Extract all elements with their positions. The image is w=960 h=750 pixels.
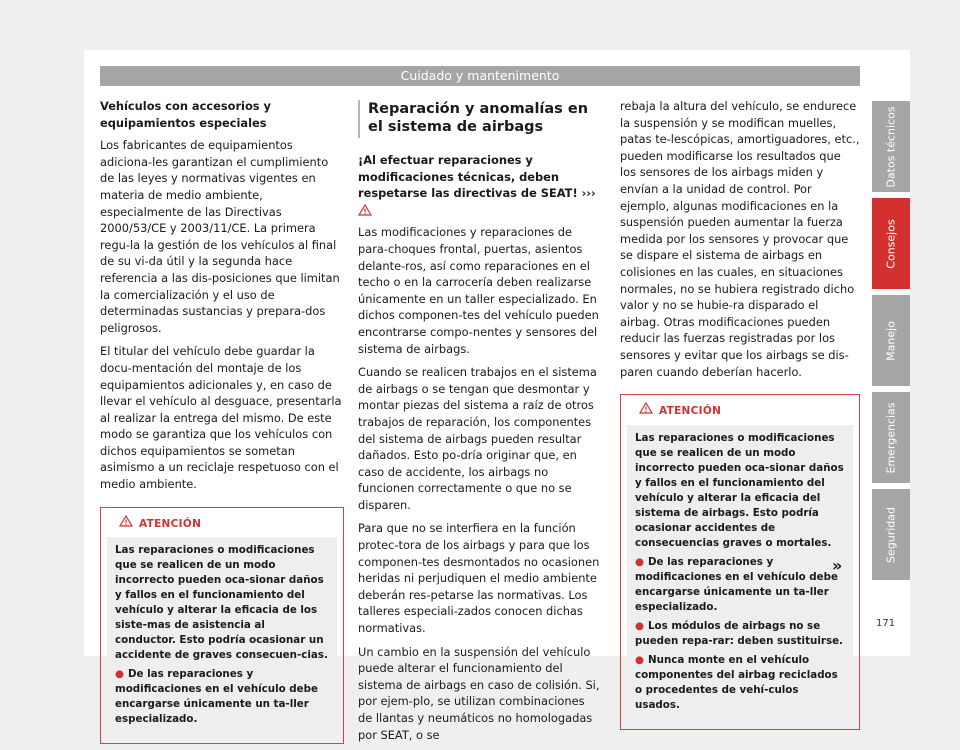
warning-bullet [635,619,845,649]
tab-label: Emergencias [884,401,898,474]
column-right [620,98,860,730]
warning-triangle-icon [639,402,653,414]
warning-bullet [115,667,329,727]
bullet-icon: ● [635,619,644,632]
paragraph: rebaja la altura del vehículo, se endurece la suspensión y se modifican muelles, patas te-lescópicas, amortiguadores, etc., pueden modificarse los resultados que los sensores de los airbags miden y envían a la unidad de control. Por ejemplo, algunas modificaciones en la suspensión pueden aumentar la fuerza medida por los sensores y provocar que se dispare el sistema de airbags en colisiones en las cuales, en situaciones normales, no se hubiera registrado dicho valor y no se hubie-ra disparado el airbag. Otras modificaciones pueden reducir las fuerzas registradas por los sensores y evitar que los airbags se dis-paren cuando deberían hacerlo. [620,99,860,379]
tab-label: Seguridad [884,506,898,563]
chapter-tabs [872,101,910,586]
continue-arrow-icon: » [832,556,843,575]
warning-bullet-text: Los módulos de airbags no se pueden repa-rar: deben sustituirse. [635,619,843,647]
warning-header [101,508,343,538]
paragraph: Un cambio en la suspensión del vehículo puede alterar el funcionamiento del sistema de airbags en caso de colisión. Si, por ejem-plo, se utilizan combinaciones de llantas y neumáticos no homologadas por SEAT, o se [358,644,600,742]
warning-triangle-icon [119,515,133,527]
bullet-icon: ● [115,668,124,681]
warning-box [100,507,344,745]
paragraph: Las modificaciones y reparaciones de para-choques frontal, puertas, asientos delante-ros, así como reparaciones en el techo o en la carrocería deben realizarse únicamente en un taller especializado. En dichos componen-tes del vehículo pueden encontrarse compo-nentes y sensores del sistema de airbags. [358,225,599,356]
tab-emergencias[interactable] [872,392,910,483]
warning-bullet [635,653,845,713]
chapter-header: Cuidado y mantenimento [100,66,860,86]
warning-body [107,537,337,737]
warning-triangle-icon [358,204,372,216]
warning-bullet [635,555,845,615]
paragraph: Para que no se interfiera en la función protec-tora de los airbags y para que los componen-tes desmontados no ocasionen heridas ni perjudiquen el medio ambiente deberán res-petarse las normativas. Los talleres especiali-zados conocen dichas normativas. [358,521,600,636]
bullet-icon: ● [635,653,644,666]
page-number: 171 [876,618,896,629]
paragraph: El titular del vehículo debe guardar la docu-mentación del montaje de los equipamientos adicionales y, en caso de llevar el vehículo al desguace, presentarla al realizar la entrega del mismo. De este modo se garantiza que los vehículos con dichos equipamientos se sometan asimismo a un reciclaje respetuoso con el medio ambiente. [100,344,342,492]
section-title: Reparación y anomalías en el sistema de airbags [358,100,602,138]
warning-body [627,425,853,723]
warning-bullet-text: Nunca monte en el vehículo componentes del airbag reciclados o procedentes de vehí-culos usados. [635,653,838,711]
paragraph: Cuando se realicen trabajos en el sistema de airbags o se tengan que desmontar y montar piezas del sistema a raíz de otros trabajos de reparación, los componentes del sistema de airbags pueden resultar dañados. Esto po-dría originar que, en caso de accidente, los airbags no funcionen correctamente o que no se disparen. [358,365,597,512]
tab-seguridad[interactable] [872,489,910,580]
column-left [100,98,344,744]
warning-bullet-text: De las reparaciones y modificaciones en el vehículo debe encargarse únicamente un ta-ller especializado. [635,555,839,613]
tab-manejo[interactable] [872,295,910,386]
tab-consejos[interactable] [872,198,910,289]
column-middle [358,100,602,750]
warning-bullet-text: De las reparaciones y modificaciones en el vehículo debe encargarse únicamente un ta-ller especializado. [115,668,319,726]
warning-label: ATENCIÓN [139,517,202,530]
tab-label: Datos técnicos [884,105,898,188]
subhead-text: ¡Al efectuar reparaciones y modificaciones técnicas, deben respetarse las directivas de SEAT! ››› [358,153,596,201]
warning-text: Las reparaciones o modificaciones que se realicen de un modo incorrecto pueden oca-sionar daños y fallos en el funcionamiento del vehículo y alterar la eficacia del sistema de airbags. Esto podría ocasionar accidentes de consecuencias graves o mortales. [635,431,844,549]
paragraph: Los fabricantes de equipamientos adiciona-les garantizan el cumplimiento de las leyes y normativas vigentes en materia de medio ambiente, especialmente de las Directivas 2000/53/CE y 2003/11/CE. La primera regu-la la gestión de los vehículos al final de su vi-da útil y la segunda hace referencia a las dis-posiciones que limitan la comercialización y el uso de determinadas sustancias y prepara-dos peligrosos. [100,138,340,335]
section-subhead [358,152,602,218]
bullet-icon: ● [635,555,644,568]
tab-datos-tecnicos[interactable] [872,101,910,192]
warning-text: Las reparaciones o modificaciones que se realicen de un modo incorrecto pueden oca-sionar daños y fallos en el funcionamiento del vehículo y alterar la eficacia de los siste-mas de asistencia al conductor. Esto podría ocasionar un accidente de graves consecuen-cias. [115,544,328,662]
warning-box [620,394,860,730]
tab-label: Consejos [884,218,898,269]
warning-label: ATENCIÓN [659,405,722,418]
tab-label: Manejo [884,320,898,361]
section-subhead: Vehículos con accesorios y equipamientos especiales [100,99,271,130]
warning-header [621,395,859,425]
